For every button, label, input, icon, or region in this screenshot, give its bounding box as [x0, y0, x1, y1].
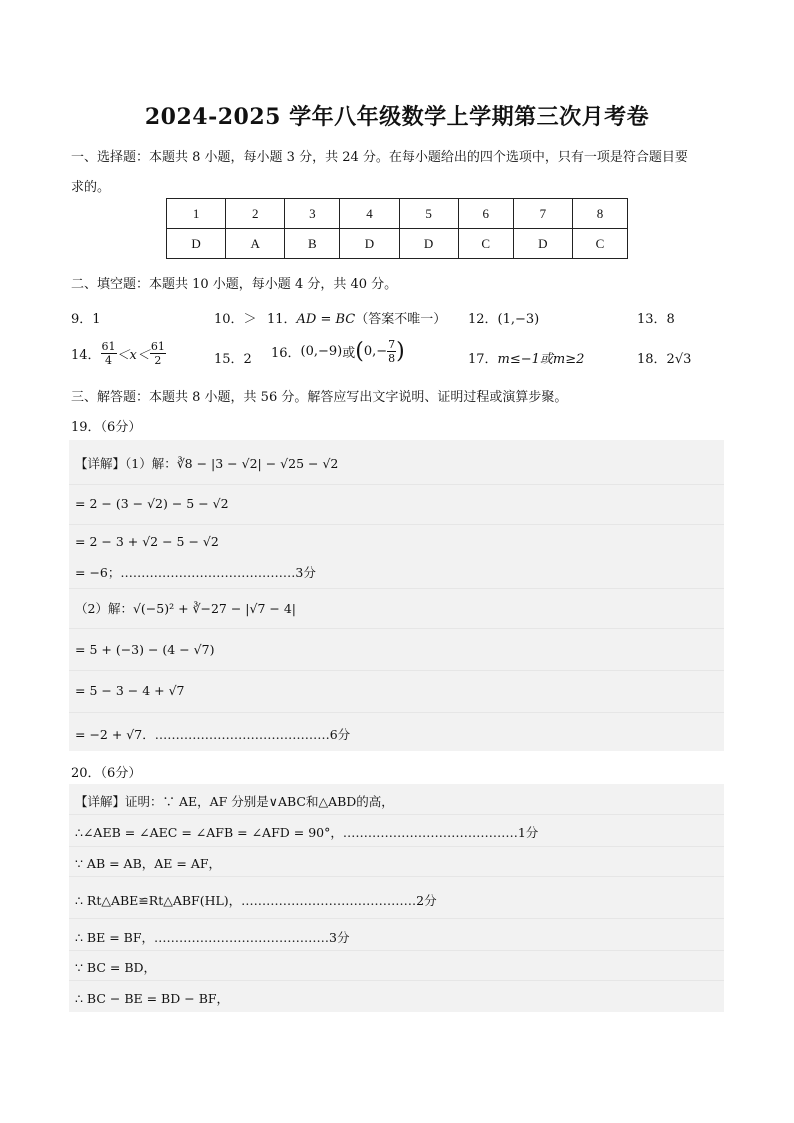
q20-line: ∴∠AEB = ∠AEC = ∠AFB = ∠AFD = 90°，……………………………………1分: [75, 825, 539, 840]
table-cell: 2: [226, 199, 285, 229]
q19-heading: 19．（6分）: [71, 420, 142, 435]
answer-q10: 10．＞: [214, 312, 257, 327]
answer-q18: 18．2√3: [637, 352, 692, 367]
table-cell: B: [285, 229, 340, 259]
q20-heading: 20．（6分）: [71, 766, 142, 781]
mc-answer-table: [166, 198, 628, 259]
table-cell: 5: [399, 199, 458, 229]
q19-line: = 2 − 3 + √2 − 5 − √2: [75, 534, 219, 549]
page-title: 2024-2025 学年八年级数学上学期第三次月考卷: [144, 104, 650, 130]
table-row-numbers: [167, 199, 628, 229]
table-cell: C: [458, 229, 513, 259]
answer-q16: 16．(0,−9)或(0,− $\frac{7}{8}$ ): [271, 338, 405, 365]
table-cell: 7: [513, 199, 572, 229]
section1-heading-line1: 一、选择题：本题共 8 小题，每小题 3 分，共 24 分。在每小题给出的四个选项中，只有一项是符合题目要: [71, 150, 688, 165]
q19-line: = −6；……………………………………3分: [75, 565, 316, 580]
table-cell: A: [226, 229, 285, 259]
q19-line: = −2 + √7．……………………………………6分: [75, 727, 351, 742]
section1-heading-line2: 求的。: [71, 180, 111, 195]
table-cell: D: [513, 229, 572, 259]
q20-line: ∵ BC = BD，: [75, 960, 157, 975]
table-cell: 3: [285, 199, 340, 229]
table-cell: 6: [458, 199, 513, 229]
q19-line: 【详解】（1）解：∛8 − |3 − √2| − √25 − √2: [75, 456, 339, 471]
answer-q12: 12．(1,−3): [468, 312, 540, 327]
q20-line: ∵ AB = AB，AE = AF，: [75, 856, 222, 871]
answer-q14: 14． $\frac{61}{4}$ ＜x＜ $\frac{61}{2}$: [71, 340, 165, 367]
q20-line: ∴ BE = BF，……………………………………3分: [75, 930, 350, 945]
q19-line: = 2 − (3 − √2) − 5 − √2: [75, 496, 229, 511]
answer-q11: 11．AD = BC（答案不唯一）: [267, 312, 447, 327]
section3-heading: 三、解答题：本题共 8 小题，共 56 分。解答应写出文字说明、证明过程或演算步聚。: [71, 390, 568, 405]
q19-solution-box: [69, 440, 724, 751]
table-cell: D: [167, 229, 226, 259]
section2-heading: 二、填空题：本题共 10 小题，每小题 4 分，共 40 分。: [71, 277, 398, 292]
answer-q15: 15．2: [214, 352, 252, 367]
table-cell: C: [572, 229, 627, 259]
answer-q17: 17．m≤−1或m≥2: [468, 352, 585, 367]
table-row-answers: [167, 229, 628, 259]
q20-line: ∴ Rt△ABE≌Rt△ABF(HL)，……………………………………2分: [75, 893, 437, 908]
q19-line: = 5 + (−3) − (4 − √7): [75, 642, 215, 657]
q19-line: = 5 − 3 − 4 + √7: [75, 683, 185, 698]
q20-line: 【详解】证明：∵ AE，AF 分别是∨ABC和△ABD的高，: [75, 794, 394, 809]
table-cell: D: [340, 229, 399, 259]
table-cell: 8: [572, 199, 627, 229]
table-cell: 4: [340, 199, 399, 229]
answer-q13: 13．8: [637, 312, 675, 327]
table-cell: D: [399, 229, 458, 259]
answer-q9: 9．1: [71, 312, 101, 327]
table-cell: 1: [167, 199, 226, 229]
q19-line: （2）解：√(−5)² + ∛−27 − |√7 − 4|: [75, 601, 297, 616]
q20-line: ∴ BC − BE = BD − BF，: [75, 991, 230, 1006]
